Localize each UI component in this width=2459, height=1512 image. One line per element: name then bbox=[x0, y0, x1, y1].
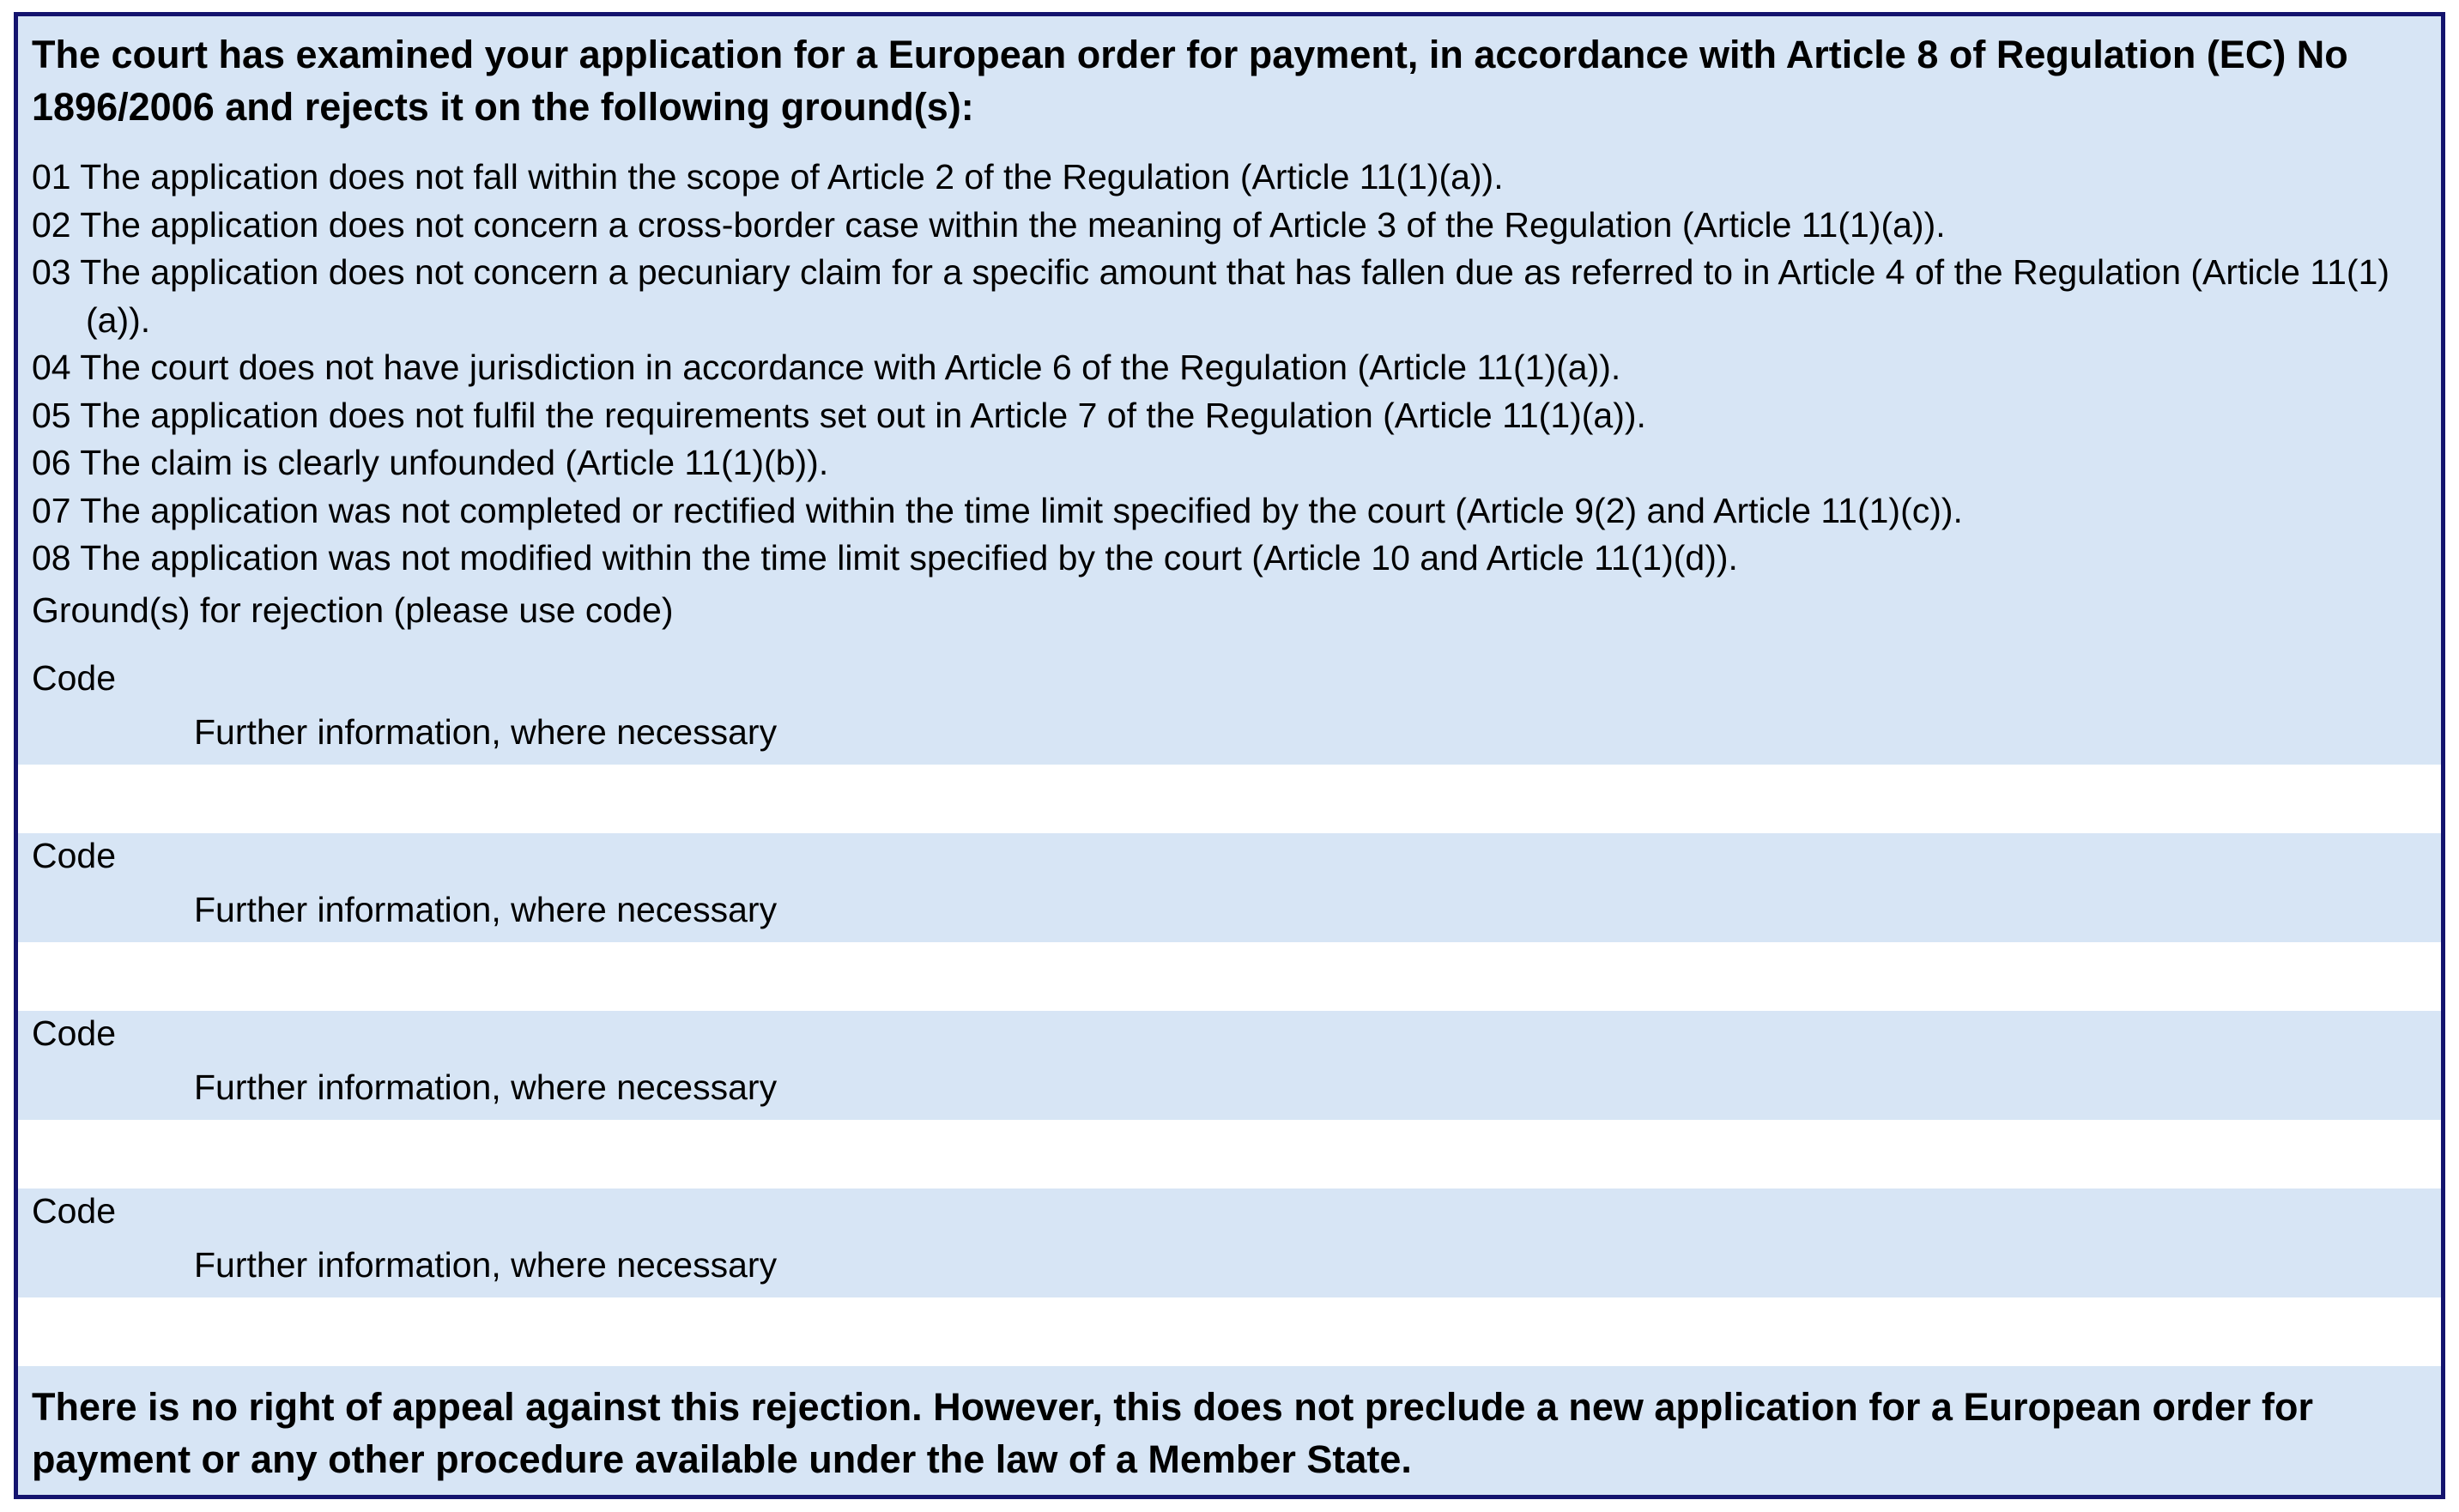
further-info-field-1[interactable] bbox=[18, 765, 2441, 833]
code-label-1: Code bbox=[32, 658, 117, 698]
further-info-field-3[interactable] bbox=[18, 1120, 2441, 1188]
further-info-field-2[interactable] bbox=[18, 942, 2441, 1011]
ground-item-04: 04 The court does not have jurisdiction in accordance with Article 6 of the Regulation (Article 11(1)(a)). bbox=[32, 348, 1621, 387]
ground-item-06: 06 The claim is clearly unfounded (Article 11(1)(b)). bbox=[32, 443, 829, 482]
code-label-4: Code bbox=[32, 1191, 117, 1231]
rejection-form bbox=[14, 12, 2445, 1499]
appeal-notice: There is no right of appeal against this rejection. However, this does not preclude a new application for a European order for payment or any other procedure available under the law of a Member State. bbox=[32, 1385, 2313, 1481]
info-label-4: Further information, where necessary bbox=[194, 1245, 778, 1285]
code-label-3: Code bbox=[32, 1013, 117, 1053]
info-label-2: Further information, where necessary bbox=[194, 890, 778, 929]
ground-item-01: 01 The application does not fall within the scope of Article 2 of the Regulation (Article 11(1)(a)). bbox=[32, 157, 1504, 197]
ground-item-03: 03 The application does not concern a pecuniary claim for a specific amount that has fallen due as referred to in Article 4 of the Regulation (Article 11(1)(a)). bbox=[32, 252, 2390, 340]
ground-item-02: 02 The application does not concern a cross-border case within the meaning of Article 3 of the Regulation (Article 11(1)(a)). bbox=[32, 204, 1946, 245]
ground-item-05: 05 The application does not fulfil the requirements set out in Article 7 of the Regulation (Article 11(1)(a)). bbox=[32, 395, 1646, 435]
info-label-1: Further information, where necessary bbox=[194, 712, 778, 752]
intro-text: The court has examined your application for a European order for payment, in accordance with Article 8 of Regulation (EC) No 1896/2006 and rejects it on the following ground(s): bbox=[32, 33, 2348, 129]
code-label-2: Code bbox=[32, 836, 117, 875]
info-label-3: Further information, where necessary bbox=[194, 1067, 778, 1107]
further-info-field-4[interactable] bbox=[18, 1297, 2441, 1366]
rejection-prompt: Ground(s) for rejection (please use code) bbox=[32, 590, 674, 630]
ground-item-08: 08 The application was not modified within the time limit specified by the court (Article 10 and Article 11(1)(d)). bbox=[32, 538, 1738, 578]
grounds-list bbox=[32, 154, 2435, 583]
ground-item-07: 07 The application was not completed or rectified within the time limit specified by the court (Article 9(2) and Article 11(1)(c)). bbox=[32, 490, 1963, 530]
